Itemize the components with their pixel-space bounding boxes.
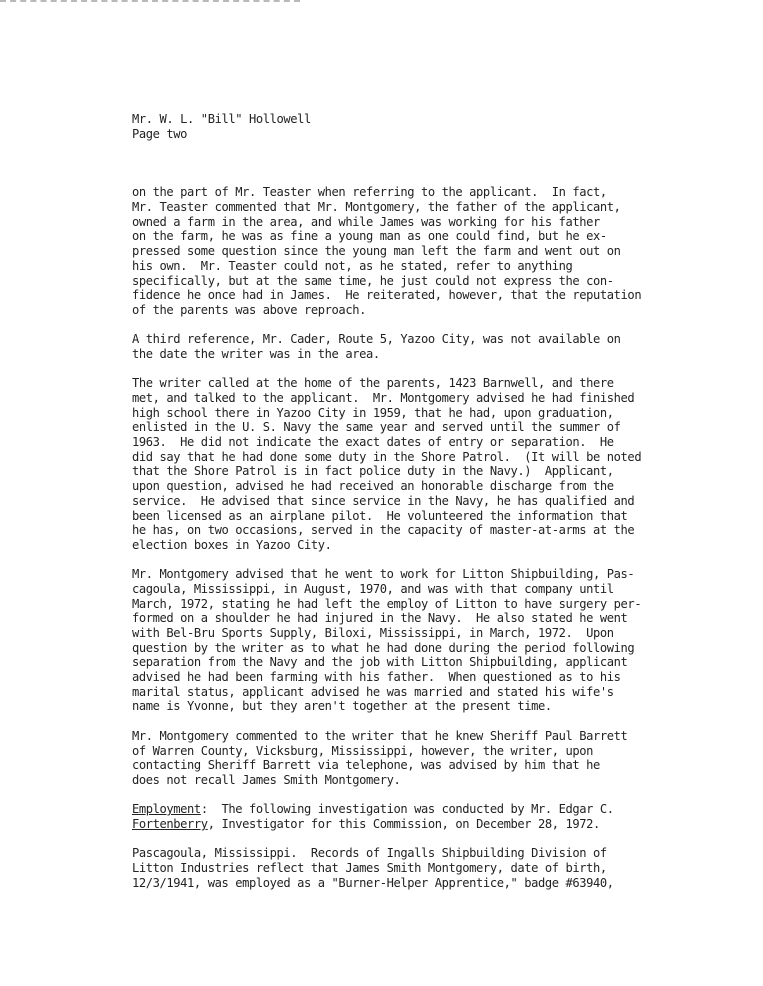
text-line: high school there in Yazoo City in 1959, that he had, upon graduation, xyxy=(132,405,614,420)
text-line: he has, on two occasions, served in the capacity of master-at-arms at the xyxy=(132,523,635,538)
page-edge-dashes xyxy=(0,0,300,2)
paragraph-teaster xyxy=(132,185,692,317)
page-label: Page two xyxy=(132,126,188,141)
text-line: been licensed as an airplane pilot. He volunteered the information that xyxy=(132,508,628,523)
text-line: The writer called at the home of the parents, 1423 Barnwell, and there xyxy=(132,376,614,391)
text-line: service. He advised that since service in the Navy, he has qualified and xyxy=(132,493,635,508)
page-header xyxy=(132,112,692,141)
paragraph-litton-employment xyxy=(132,567,692,714)
employment-line-text: : The following investigation was conducted by Mr. Edgar C. xyxy=(200,802,614,817)
text-line: marital status, applicant advised he was married and stated his wife's xyxy=(132,684,614,699)
text-line: pressed some question since the young man left the farm and went out on xyxy=(132,244,621,259)
employment-line-text: , Investigator for this Commission, on December 28, 1972. xyxy=(207,816,600,831)
investigator-name: Fortenberry xyxy=(132,816,208,831)
text-line: Mr. Teaster commented that Mr. Montgomery, the father of the applicant, xyxy=(132,200,621,215)
text-line: does not recall James Smith Montgomery. xyxy=(132,772,401,787)
addressee-line: Mr. W. L. "Bill" Hollowell xyxy=(132,112,311,126)
text-line: on the farm, he was as fine a young man as one could find, but he ex- xyxy=(132,229,607,244)
text-line: contacting Sheriff Barrett via telephone, was advised by him that he xyxy=(132,758,600,773)
text-line: Pascagoula, Mississippi. Records of Ingalls Shipbuilding Division of xyxy=(132,846,607,861)
text-line: specifically, but at the same time, he just could not express the con- xyxy=(132,273,614,288)
text-line: 12/3/1941, was employed as a "Burner-Helper Apprentice," badge #63940, xyxy=(132,875,614,890)
text-line: of Warren County, Vicksburg, Mississippi, however, the writer, upon xyxy=(132,743,594,758)
text-line: A third reference, Mr. Cader, Route 5, Yazoo City, was not available on xyxy=(132,332,621,347)
text-line: owned a farm in the area, and while James was working for his father xyxy=(132,214,600,229)
text-line: on the part of Mr. Teaster when referring to the applicant. In fact, xyxy=(132,185,607,200)
text-line: Litton Industries reflect that James Smith Montgomery, date of birth, xyxy=(132,861,607,875)
text-line: of the parents was above reproach. xyxy=(132,302,366,317)
text-line: name is Yvonne, but they aren't together at the present time. xyxy=(132,699,552,714)
text-line: separation from the Navy and the job with Litton Shipbuilding, applicant xyxy=(132,655,628,670)
paragraph-pascagoula xyxy=(132,846,692,890)
paragraph-employment xyxy=(132,802,692,831)
text-line: advised he had been farming with his father. When questioned as to his xyxy=(132,670,621,685)
text-line: Mr. Montgomery commented to the writer that he knew Sheriff Paul Barrett xyxy=(132,728,628,743)
text-line: met, and talked to the applicant. Mr. Montgomery advised he had finished xyxy=(132,391,635,405)
paragraph-parents-home xyxy=(132,376,692,552)
text-line: fidence he once had in James. He reiterated, however, that the reputation xyxy=(132,288,642,303)
paragraph-sheriff-barrett xyxy=(132,729,692,788)
text-line: 1963. He did not indicate the exact dates of entry or separation. He xyxy=(132,435,614,450)
text-line: his own. Mr. Teaster could not, as he stated, refer to anything xyxy=(132,258,573,273)
text-line: that the Shore Patrol is in fact police duty in the Navy.) Applicant, xyxy=(132,464,614,479)
text-line: upon question, advised he had received an honorable discharge from the xyxy=(132,479,614,494)
text-line: with Bel-Bru Sports Supply, Biloxi, Mississippi, in March, 1972. Upon xyxy=(132,626,614,640)
text-line: election boxes in Yazoo City. xyxy=(132,537,332,552)
text-line: formed on a shoulder he had injured in the Navy. He also stated he went xyxy=(132,611,628,626)
text-line: Mr. Montgomery advised that he went to work for Litton Shipbuilding, Pas- xyxy=(132,567,635,582)
employment-line xyxy=(132,817,692,832)
text-line: March, 1972, stating he had left the employ of Litton to have surgery per- xyxy=(132,596,642,611)
text-line: did say that he had done some duty in the Shore Patrol. (It will be noted xyxy=(132,449,642,464)
text-line: cagoula, Mississippi, in August, 1970, and was with that company until xyxy=(132,581,614,596)
paragraph-third-reference xyxy=(132,332,692,361)
text-line: question by the writer as to what he had done during the period following xyxy=(132,640,635,655)
text-line: enlisted in the U. S. Navy the same year and served until the summer of xyxy=(132,420,621,435)
text-line: the date the writer was in the area. xyxy=(132,346,380,361)
letter-body xyxy=(132,112,692,905)
employment-heading: Employment xyxy=(132,802,201,817)
employment-line xyxy=(132,802,692,817)
